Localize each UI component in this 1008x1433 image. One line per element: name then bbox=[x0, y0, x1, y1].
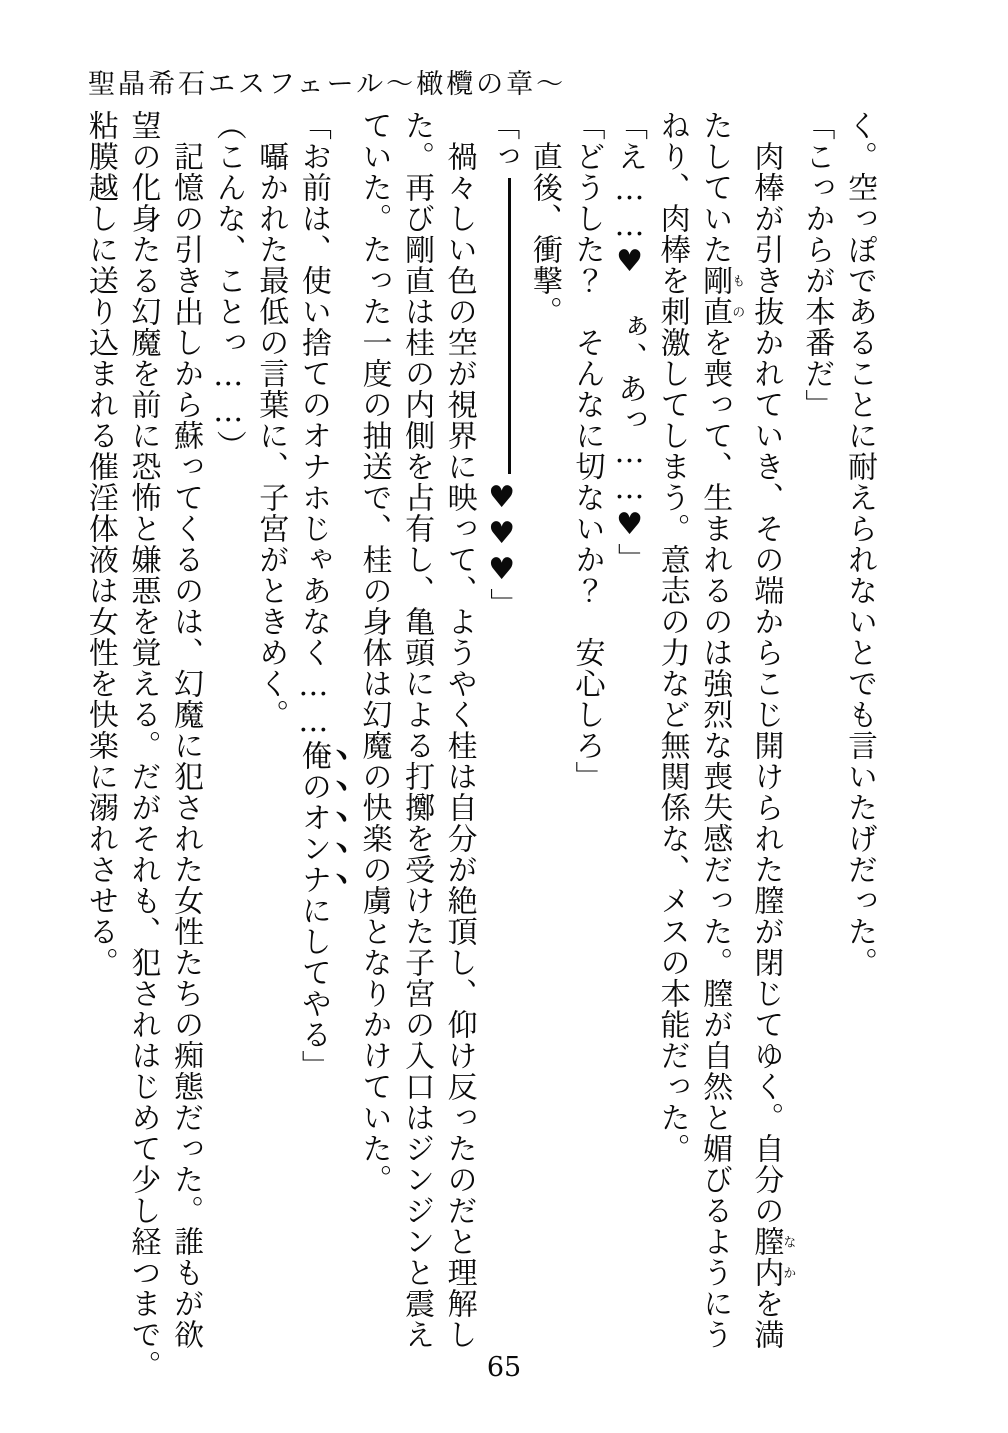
page-number: 65 bbox=[486, 1352, 522, 1383]
text-line: ていた。たった一度の抽送で、桂の身体は幻魔の快楽の虜となりかけていた。 bbox=[356, 110, 392, 1195]
long-dash-line bbox=[508, 178, 511, 474]
text-line: 「っ♥♥♥」 bbox=[484, 110, 520, 619]
text-line: 直後、衝撃。 bbox=[526, 110, 562, 327]
text-line: た。再び剛直は桂の内側を占有し、亀頭による打擲を受けた子宮の入口はジンジンと震え bbox=[399, 110, 435, 1350]
text-line: 「こっからが本番だ」 bbox=[799, 110, 835, 420]
text-line: 「どうした？ そんなに切ないか？ 安心しろ」 bbox=[569, 110, 605, 792]
text-line: く。空っぽであることに耐えられないとでも言いたげだった。 bbox=[842, 110, 877, 978]
text-line: 記憶の引き出しから蘇ってくるのは、幻魔に犯された女性たちの痴態だった。誰もが欲 bbox=[168, 110, 204, 1350]
text-line: 肉棒が引き抜かれていき、その端からこじ開けられた膣が閉じてゆく。自分の膣内なかを満 bbox=[748, 110, 796, 1350]
ruby-annotated-word: 膣内なか bbox=[748, 1226, 796, 1288]
text-line: 望の化身たる幻魔を前に恐怖と嫌悪を覚える。だがそれも、犯されはじめて少し経つまで。 bbox=[125, 110, 161, 1381]
text-line: ねり、肉棒を刺激してしまう。意志の力など無関係な、メスの本能だった。 bbox=[654, 110, 690, 1164]
text-line: 囁かれた最低の言葉に、子宮がときめく。 bbox=[253, 110, 289, 730]
text-line: 禍々しい色の空が視界に映って、ようやく桂は自分が絶頂し、仰け反ったのだと理解し bbox=[441, 110, 477, 1350]
text-line: （こんな、ことっ……） bbox=[210, 110, 246, 461]
ruby-annotated-word: 剛直もの bbox=[697, 265, 745, 327]
text-line: 粘膜越しに送り込まれる催淫体液は女性を快楽に溺れさせる。 bbox=[82, 110, 118, 978]
emphasized-text: 俺のオンナ bbox=[295, 740, 331, 895]
text-line: たしていた剛直ものを喪って、生まれるのは強烈な喪失感だった。膣が自然と媚びるようにう bbox=[697, 110, 745, 1350]
text-line: 「お前は、使い捨てのオナホじゃあなく……俺のオンナにしてやる」 bbox=[295, 110, 331, 1081]
text-line: 「え……♥ ぁ、あっ……♥」 bbox=[612, 110, 648, 574]
running-header-title: 聖晶希石エスフェール～橄欖の章～ bbox=[88, 69, 567, 100]
